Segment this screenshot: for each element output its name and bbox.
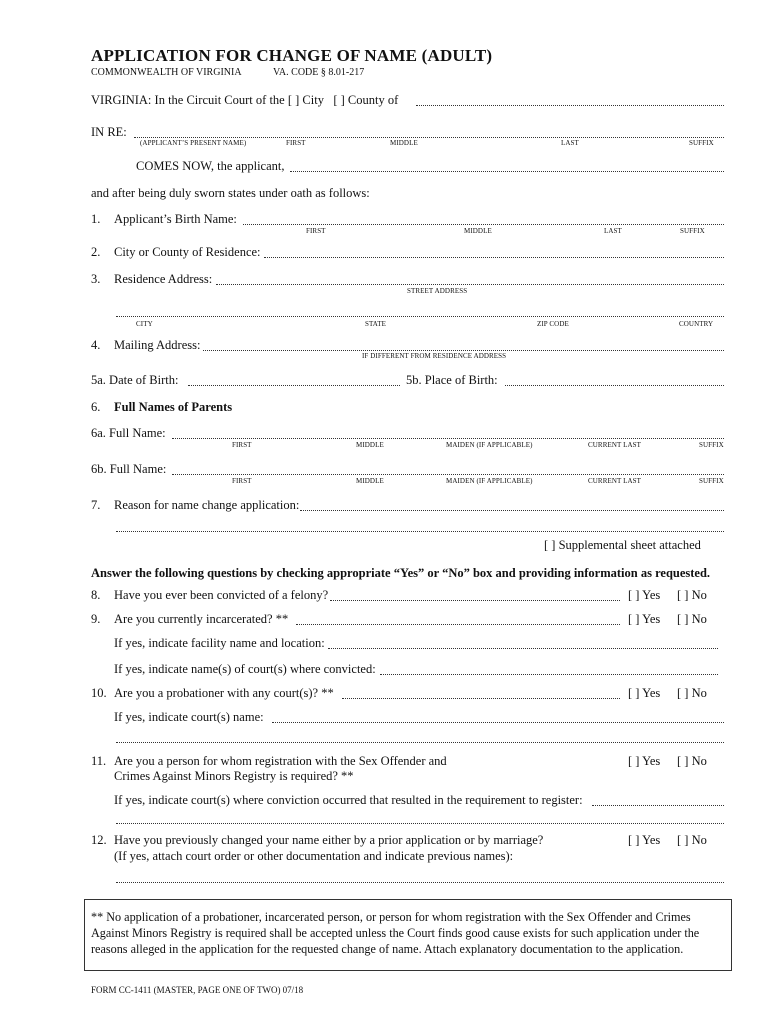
q11-yes-checkbox[interactable]: [ ] Yes: [628, 754, 661, 768]
q6b-maiden-sublabel: MAIDEN (IF APPLICABLE): [446, 477, 533, 485]
q1-number: 1.: [91, 212, 101, 226]
q1-first-sublabel: FIRST: [306, 227, 326, 235]
q1-last-sublabel: LAST: [604, 227, 622, 235]
q2-number: 2.: [91, 245, 101, 259]
court-line: [91, 93, 398, 108]
q1-middle-sublabel: MIDDLE: [464, 227, 492, 235]
q10-number: 10.: [91, 686, 107, 700]
place-of-birth-field[interactable]: [505, 375, 724, 386]
q6b-middle-sublabel: MIDDLE: [356, 477, 384, 485]
q9-yes-checkbox[interactable]: [ ] Yes: [628, 612, 661, 626]
q12-no-checkbox[interactable]: [ ] No: [677, 833, 707, 847]
city-label: City: [302, 93, 324, 107]
facility-field[interactable]: [328, 638, 718, 649]
q6b-suffix-sublabel: SUFFIX: [699, 477, 724, 485]
city-checkbox[interactable]: [ ]: [287, 93, 300, 107]
present-name-field[interactable]: [134, 127, 724, 138]
statute-code: VA. CODE § 8.01-217: [273, 67, 365, 78]
comes-now-label: COMES NOW, the applicant,: [136, 159, 285, 173]
conviction-court-field[interactable]: [380, 664, 718, 675]
q6a-suffix-sublabel: SUFFIX: [699, 441, 724, 449]
q8-label: Have you ever been convicted of a felony?: [114, 588, 329, 602]
q10-yes-checkbox[interactable]: [ ] Yes: [628, 686, 661, 700]
probation-court-field-line2[interactable]: [116, 732, 724, 743]
state-sublabel: STATE: [365, 320, 386, 328]
in-re-middle-sublabel: MIDDLE: [390, 139, 418, 147]
q1-label: Applicant’s Birth Name:: [114, 212, 237, 226]
page-title: APPLICATION FOR CHANGE OF NAME (ADULT): [91, 46, 493, 65]
q11-label-line1: Are you a person for whom registration with the Sex Offender and: [114, 754, 447, 768]
q6a-middle-sublabel: MIDDLE: [356, 441, 384, 449]
q12-number: 12.: [91, 833, 107, 847]
mailing-address-field[interactable]: [203, 340, 724, 351]
note-box: [84, 899, 732, 971]
q6a-current-last-sublabel: CURRENT LAST: [588, 441, 641, 449]
q4-label: Mailing Address:: [114, 338, 201, 352]
birth-name-field[interactable]: [243, 214, 724, 225]
q7-label: Reason for name change application:: [114, 498, 300, 512]
q1-suffix-sublabel: SUFFIX: [680, 227, 705, 235]
applicant-field[interactable]: [290, 161, 724, 172]
instructions: Answer the following questions by checking appropriate “Yes” or “No” box and providing information as requested.: [91, 566, 711, 580]
date-of-birth-field[interactable]: [188, 375, 400, 386]
mailing-sublabel: IF DIFFERENT FROM RESIDENCE ADDRESS: [362, 352, 507, 360]
supplemental-checkbox[interactable]: [ ] Supplemental sheet attached: [544, 538, 701, 552]
previous-names-field[interactable]: [116, 872, 724, 883]
sworn-statement: and after being duly sworn states under oath as follows:: [91, 186, 370, 200]
q11-court-label: If yes, indicate court(s) where conviction occurred that resulted in the requirement to register:: [114, 793, 583, 807]
probation-court-field[interactable]: [272, 712, 724, 723]
in-re-label: IN RE:: [91, 125, 127, 139]
parent2-name-field[interactable]: [172, 464, 724, 475]
court-prefix: VIRGINIA: In the Circuit Court of the: [91, 93, 285, 107]
q8-no-checkbox[interactable]: [ ] No: [677, 588, 707, 602]
q6-label: Full Names of Parents: [114, 400, 233, 414]
in-re-suffix-sublabel: SUFFIX: [689, 139, 714, 147]
q10-no-checkbox[interactable]: [ ] No: [677, 686, 707, 700]
county-checkbox[interactable]: [ ]: [333, 93, 345, 107]
in-re-last-sublabel: LAST: [561, 139, 579, 147]
reason-field-line2[interactable]: [116, 521, 724, 532]
county-label: County of: [347, 93, 399, 107]
present-name-sublabel: (APPLICANT’S PRESENT NAME): [140, 139, 247, 147]
q6b-current-last-sublabel: CURRENT LAST: [588, 477, 641, 485]
parent1-name-field[interactable]: [172, 428, 724, 439]
q10-court-label: If yes, indicate court(s) name:: [114, 710, 264, 724]
q5a-label: 5a. Date of Birth:: [91, 373, 179, 387]
q11-no-checkbox[interactable]: [ ] No: [677, 754, 707, 768]
q6b-first-sublabel: FIRST: [232, 477, 252, 485]
q11-label-line2: Crimes Against Minors Registry is required? **: [114, 769, 354, 783]
city-sublabel: CITY: [136, 320, 153, 328]
in-re-first-sublabel: FIRST: [286, 139, 306, 147]
note-text: ** No application of a probationer, incarcerated person, or person for whom registration with the Sex Offender and Crimes Against Minors Registry is required shall be accepted unless the Court finds good cause exists for such application under the reasons alleged in the application for the requested change of name. Attach explanatory documentation to the application.: [91, 910, 700, 956]
q9-number: 9.: [91, 612, 101, 626]
county-field[interactable]: [416, 95, 724, 106]
registry-court-field-line2[interactable]: [116, 813, 724, 824]
q9-label: Are you currently incarcerated? **: [114, 612, 289, 626]
q9-leader: [296, 614, 620, 625]
q12-label-line2: (If yes, attach court order or other documentation and indicate previous names):: [114, 849, 514, 863]
q2-label: City or County of Residence:: [114, 245, 261, 259]
q5b-label: 5b. Place of Birth:: [406, 373, 498, 387]
q8-yes-checkbox[interactable]: [ ] Yes: [628, 588, 661, 602]
q6a-first-sublabel: FIRST: [232, 441, 252, 449]
street-address-sublabel: STREET ADDRESS: [407, 287, 468, 295]
q10-leader: [342, 688, 620, 699]
jurisdiction: COMMONWEALTH OF VIRGINIA: [91, 67, 242, 78]
q6a-maiden-sublabel: MAIDEN (IF APPLICABLE): [446, 441, 533, 449]
q12-label-line1: Have you previously changed your name either by a prior application or by marriage?: [114, 833, 544, 847]
q9-court-label: If yes, indicate name(s) of court(s) where convicted:: [114, 662, 376, 676]
q7-number: 7.: [91, 498, 101, 512]
country-sublabel: COUNTRY: [679, 320, 714, 328]
q4-number: 4.: [91, 338, 101, 352]
q9-facility-label: If yes, indicate facility name and location:: [114, 636, 325, 650]
q3-label: Residence Address:: [114, 272, 213, 286]
q6b-label: 6b. Full Name:: [91, 462, 167, 476]
registry-court-field[interactable]: [592, 795, 724, 806]
q11-number: 11.: [91, 754, 107, 768]
q10-label: Are you a probationer with any court(s)? **: [114, 686, 334, 700]
q9-no-checkbox[interactable]: [ ] No: [677, 612, 707, 626]
reason-field[interactable]: [300, 500, 724, 511]
form-footer: FORM CC-1411 (MASTER, PAGE ONE OF TWO) 07/18: [91, 985, 304, 995]
q6a-label: 6a. Full Name:: [91, 426, 166, 440]
zip-sublabel: ZIP CODE: [537, 320, 569, 328]
q8-number: 8.: [91, 588, 101, 602]
residence-city-field[interactable]: [264, 247, 724, 258]
q6-number: 6.: [91, 400, 101, 414]
city-state-zip-field[interactable]: [116, 306, 724, 317]
street-address-field[interactable]: [216, 274, 724, 285]
q12-yes-checkbox[interactable]: [ ] Yes: [628, 833, 661, 847]
q8-leader: [330, 590, 620, 601]
q3-number: 3.: [91, 272, 101, 286]
